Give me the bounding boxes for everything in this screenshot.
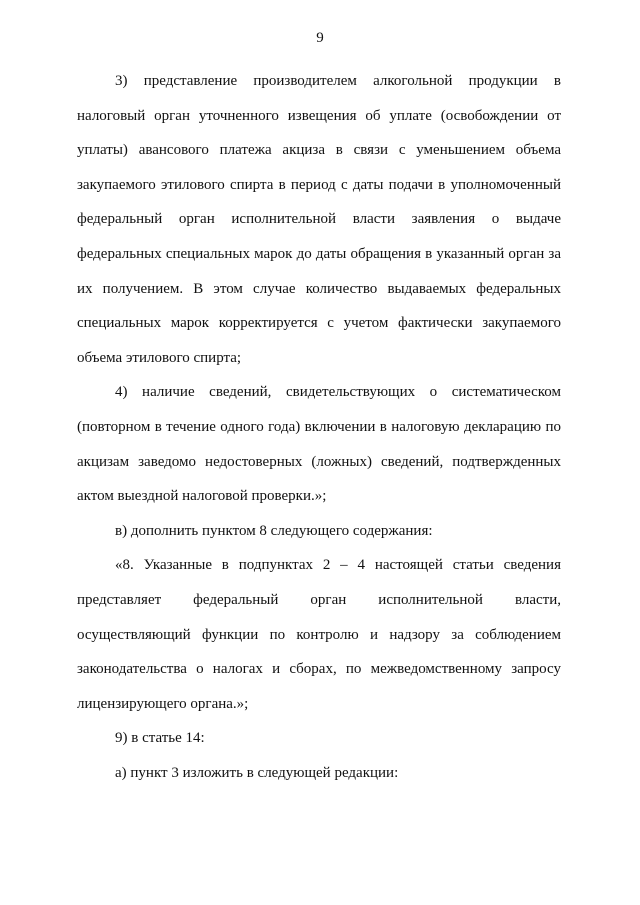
- page-number: 9: [316, 30, 324, 46]
- paragraph-item-4: 4) наличие сведений, свидетельствующих о систематическом (повторном в течение одного года) включении в налоговую декларацию по акцизам заведомо недостоверных (ложных) сведений, подтвержденных актом выездной налоговой проверки.»;: [77, 384, 561, 505]
- document-body: [77, 64, 561, 790]
- paragraph-point-8: «8. Указанные в подпунктах 2 – 4 настоящей статьи сведения представляет федеральный орган исполнительной власти, осуществляющий функции по контролю и надзору за соблюдением законодательства о налогах и сборах, по межведомственному запросу лицензирующего органа.»;: [77, 557, 561, 712]
- paragraph-subpoint-v: в) дополнить пунктом 8 следующего содержания:: [115, 522, 433, 539]
- paragraph-subpoint-a: а) пункт 3 изложить в следующей редакции:: [115, 764, 399, 781]
- paragraph-item-3: 3) представление производителем алкогольной продукции в налоговый орган уточненного извещения об уплате (освобождении от уплаты) авансового платежа акциза в связи с уменьшением объема закупаемого этилового спирта в период с даты подачи в уполномоченный федеральный орган исполнительной власти заявления о выдаче федеральных специальных марок до даты обращения в указанный орган за их получением. В этом случае количество выдаваемых федеральных специальных марок корректируется с учетом фактически закупаемого объема этилового спирта;: [77, 73, 561, 366]
- paragraph-article-14: 9) в статье 14:: [115, 730, 205, 747]
